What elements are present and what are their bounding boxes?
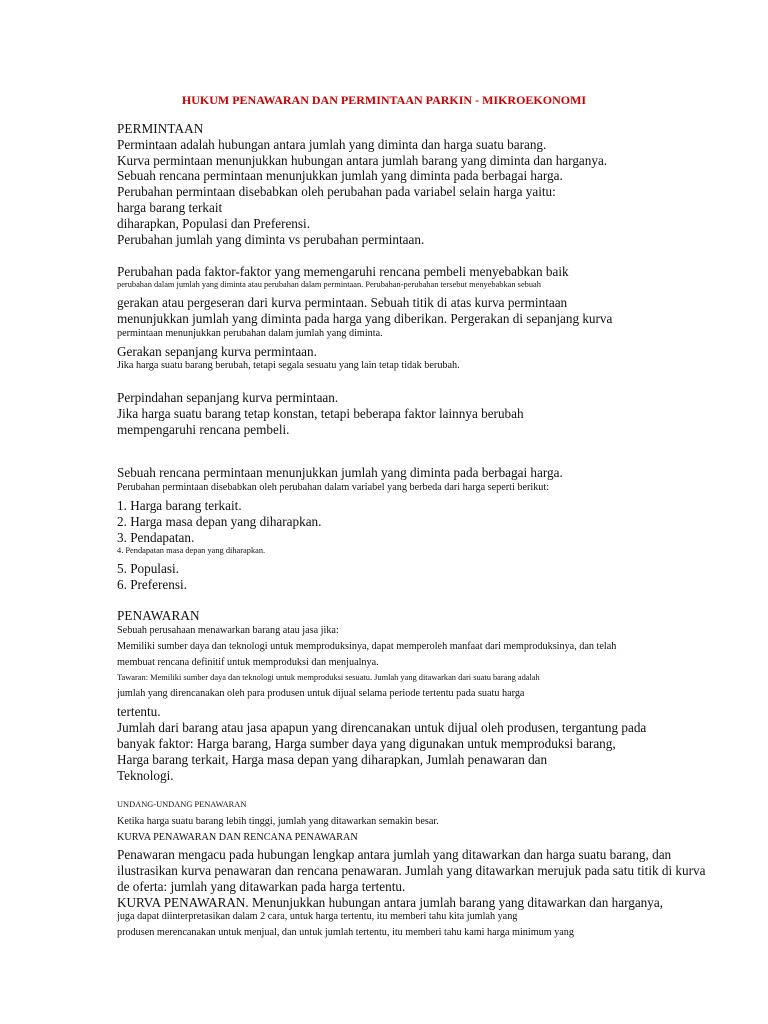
document-title: HUKUM PENAWARAN DAN PERMINTAAN PARKIN - MIKROEKONOMI [181,93,587,107]
text-line: Perubahan permintaan disebabkan oleh perubahan pada variabel selain harga yaitu: [117,184,556,199]
text-line: Sebuah rencana permintaan menunjukkan jumlah yang diminta pada berbagai harga. [117,465,563,480]
text-line: tertentu. [117,704,161,719]
text-line: banyak faktor: Harga barang, Harga sumber daya yang digunakan untuk memproduksi barang, [117,736,616,751]
text-line: menunjukkan jumlah yang diminta pada harga yang diberikan. Pergerakan di sepanjang kurva [117,311,613,326]
text-line: harga barang terkait [117,200,223,215]
text-line: Perubahan jumlah yang diminta vs perubahan permintaan. [117,232,425,247]
text-line: membuat rencana definitif untuk memproduksi dan menjualnya. [117,657,379,668]
text-line: diharapkan, Populasi dan Preferensi. [117,216,310,231]
text-line: Harga barang terkait, Harga masa depan yang diharapkan, Jumlah penawaran dan [117,752,548,767]
list-item: 4. Pendapatan masa depan yang diharapkan. [117,546,266,555]
text-line: Permintaan adalah hubungan antara jumlah yang diminta dan harga suatu barang. [117,137,547,152]
section-heading-undang-undang: UNDANG-UNDANG PENAWARAN [117,800,247,809]
text-line: permintaan menunjukkan perubahan dalam jumlah yang diminta. [117,328,383,339]
text-line: produsen merencanakan untuk menjual, dan untuk jumlah tertentu, itu memberi tahu kami harga minimum yang [117,927,574,938]
list-item: 5. Populasi. [117,561,179,576]
text-line: ilustrasikan kurva penawaran dan rencana penawaran. Jumlah yang ditawarkan merujuk pada satu titik di kurva [117,863,706,878]
text-line: mempengaruhi rencana pembeli. [117,422,290,437]
text-line: Teknologi. [117,768,174,783]
text-line: Penawaran mengacu pada hubungan lengkap antara jumlah yang ditawarkan dan harga suatu barang, dan [117,847,672,862]
text-line: juga dapat diinterpretasikan dalam 2 cara, untuk harga tertentu, itu memberi tahu kita jumlah yang [117,911,518,922]
text-line: Ketika harga suatu barang lebih tinggi, jumlah yang ditawarkan semakin besar. [117,816,439,827]
list-item: 2. Harga masa depan yang diharapkan. [117,514,322,529]
list-item: 3. Pendapatan. [117,530,195,545]
text-line: Jika harga suatu barang berubah, tetapi segala sesuatu yang lain tetap tidak berubah. [117,360,460,371]
text-line: Jika harga suatu barang tetap konstan, tetapi beberapa faktor lainnya berubah [117,406,524,421]
text-line: Perubahan permintaan disebabkan oleh perubahan dalam variabel yang berbeda dari harga seperti berikut: [117,482,550,493]
text-line: Sebuah rencana permintaan menunjukkan jumlah yang diminta pada berbagai harga. [117,168,563,183]
text-line: perubahan dalam jumlah yang diminta atau perubahan dalam permintaan. Perubahan-perubahan tersebut menyebabkan sebuah [117,280,541,289]
list-item: 1. Harga barang terkait. [117,498,242,513]
text-line: Perubahan pada faktor-faktor yang memengaruhi rencana pembeli menyebabkan baik [117,264,569,279]
text-line: Gerakan sepanjang kurva permintaan. [117,344,317,359]
text-line: Memiliki sumber daya dan teknologi untuk memproduksinya, dapat memperoleh manfaat dari memproduksinya, dan telah [117,641,617,652]
section-heading-kurva: KURVA PENAWARAN DAN RENCANA PENAWARAN [117,832,358,843]
section-heading-penawaran: PENAWARAN [117,608,200,623]
text-line: de oferta: jumlah yang ditawarkan pada harga tertentu. [117,879,406,894]
text-line: Tawaran: Memiliki sumber daya dan teknologi untuk memproduksi sesuatu. Jumlah yang ditawarkan dari suatu barang adalah [117,673,540,682]
text-line: KURVA PENAWARAN. Menunjukkan hubungan antara jumlah barang yang ditawarkan dan harganya, [117,895,664,910]
text-line: Perpindahan sepanjang kurva permintaan. [117,390,339,405]
section-heading-permintaan: PERMINTAAN [117,121,204,136]
text-line: gerakan atau pergeseran dari kurva permintaan. Sebuah titik di atas kurva permintaan [117,295,568,310]
text-line: jumlah yang direncanakan oleh para produsen untuk dijual selama periode tertentu pada suatu harga [117,688,525,699]
text-line: Jumlah dari barang atau jasa apapun yang direncanakan untuk dijual oleh produsen, tergantung pada [117,720,647,735]
text-line: Sebuah perusahaan menawarkan barang atau jasa jika: [117,625,339,636]
text-line: Kurva permintaan menunjukkan hubungan antara jumlah barang yang diminta dan harganya. [117,153,608,168]
list-item: 6. Preferensi. [117,577,187,592]
